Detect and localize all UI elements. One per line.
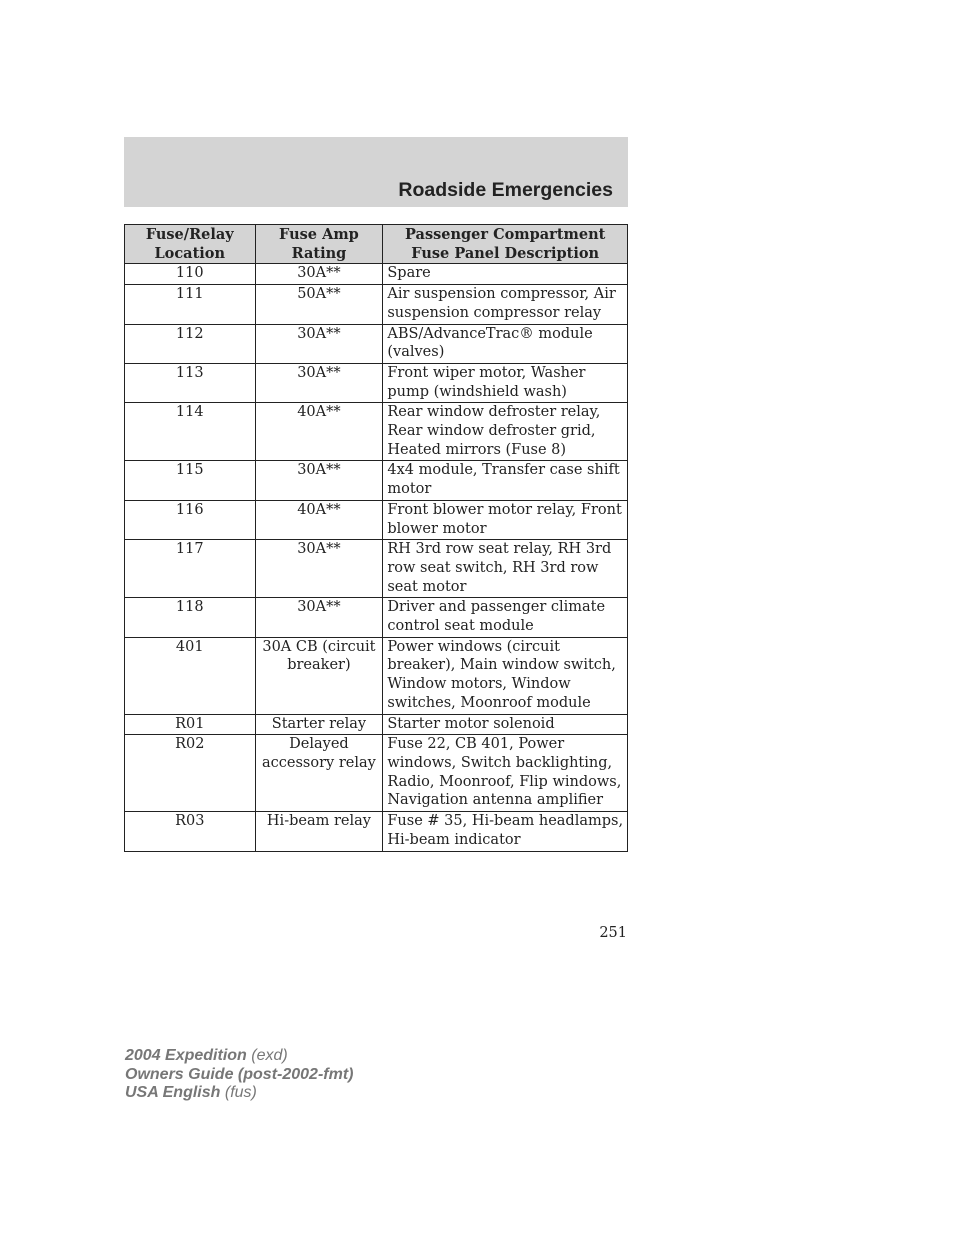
cell-location: 115 [125, 461, 256, 500]
table-row [125, 285, 628, 324]
table-row [125, 812, 628, 851]
cell-rating: 40A** [255, 500, 383, 539]
table-row [125, 324, 628, 363]
footer-language: USA English [125, 1084, 221, 1101]
cell-location: R01 [125, 714, 256, 735]
cell-rating: 30A** [255, 324, 383, 363]
cell-location: 118 [125, 598, 256, 637]
cell-description: Rear window defroster relay, Rear window defroster grid, Heated mirrors (Fuse 8) [383, 403, 628, 461]
cell-rating: 30A** [255, 598, 383, 637]
cell-description: Spare [383, 264, 628, 285]
cell-rating: 30A** [255, 461, 383, 500]
cell-location: 111 [125, 285, 256, 324]
cell-location: R02 [125, 735, 256, 812]
footer-line-model [125, 1047, 353, 1066]
header-description: Passenger Compartment Fuse Panel Description [383, 225, 628, 264]
cell-description: 4x4 module, Transfer case shift motor [383, 461, 628, 500]
table-row [125, 264, 628, 285]
table-row [125, 714, 628, 735]
cell-description: Power windows (circuit breaker), Main window switch, Window motors, Window switches, Moonroof module [383, 637, 628, 714]
table-row [125, 461, 628, 500]
footer-model: 2004 Expedition [125, 1047, 247, 1064]
table-row [125, 500, 628, 539]
cell-rating: 30A** [255, 264, 383, 285]
cell-rating: 30A CB (circuit breaker) [255, 637, 383, 714]
footer-line-language [125, 1084, 353, 1103]
header-location: Fuse/Relay Location [125, 225, 256, 264]
table-row [125, 363, 628, 402]
cell-description: ABS/AdvanceTrac® module (valves) [383, 324, 628, 363]
cell-description: Starter motor solenoid [383, 714, 628, 735]
table-row [125, 403, 628, 461]
cell-rating: 50A** [255, 285, 383, 324]
cell-location: 112 [125, 324, 256, 363]
footer-line-guide [125, 1066, 353, 1085]
cell-rating: 30A** [255, 363, 383, 402]
cell-location: 401 [125, 637, 256, 714]
table-row [125, 735, 628, 812]
page-number: 251 [599, 925, 627, 941]
table-header-row [125, 225, 628, 264]
cell-location: 117 [125, 540, 256, 598]
footer-model-code: (exd) [251, 1047, 288, 1064]
cell-description: Front blower motor relay, Front blower motor [383, 500, 628, 539]
header-rating: Fuse Amp Rating [255, 225, 383, 264]
section-header-band [124, 137, 628, 207]
cell-location: 116 [125, 500, 256, 539]
cell-rating: Starter relay [255, 714, 383, 735]
fuse-table [124, 224, 628, 852]
table-row [125, 598, 628, 637]
cell-rating: Delayed accessory relay [255, 735, 383, 812]
cell-location: 110 [125, 264, 256, 285]
cell-description: Fuse 22, CB 401, Power windows, Switch backlighting, Radio, Moonroof, Flip windows, Navigation antenna amplifier [383, 735, 628, 812]
cell-description: Air suspension compressor, Air suspension compressor relay [383, 285, 628, 324]
cell-rating: 30A** [255, 540, 383, 598]
section-title: Roadside Emergencies [398, 179, 613, 201]
cell-location: R03 [125, 812, 256, 851]
footer-language-code: (fus) [224, 1084, 257, 1101]
cell-description: Front wiper motor, Washer pump (windshield wash) [383, 363, 628, 402]
cell-description: Driver and passenger climate control seat module [383, 598, 628, 637]
cell-description: Fuse # 35, Hi-beam headlamps, Hi-beam indicator [383, 812, 628, 851]
table-row [125, 540, 628, 598]
cell-location: 113 [125, 363, 256, 402]
cell-rating: Hi-beam relay [255, 812, 383, 851]
cell-rating: 40A** [255, 403, 383, 461]
footer-guide: Owners Guide (post-2002-fmt) [125, 1065, 354, 1083]
document-footer [125, 1047, 353, 1103]
cell-location: 114 [125, 403, 256, 461]
cell-description: RH 3rd row seat relay, RH 3rd row seat switch, RH 3rd row seat motor [383, 540, 628, 598]
table-row [125, 637, 628, 714]
